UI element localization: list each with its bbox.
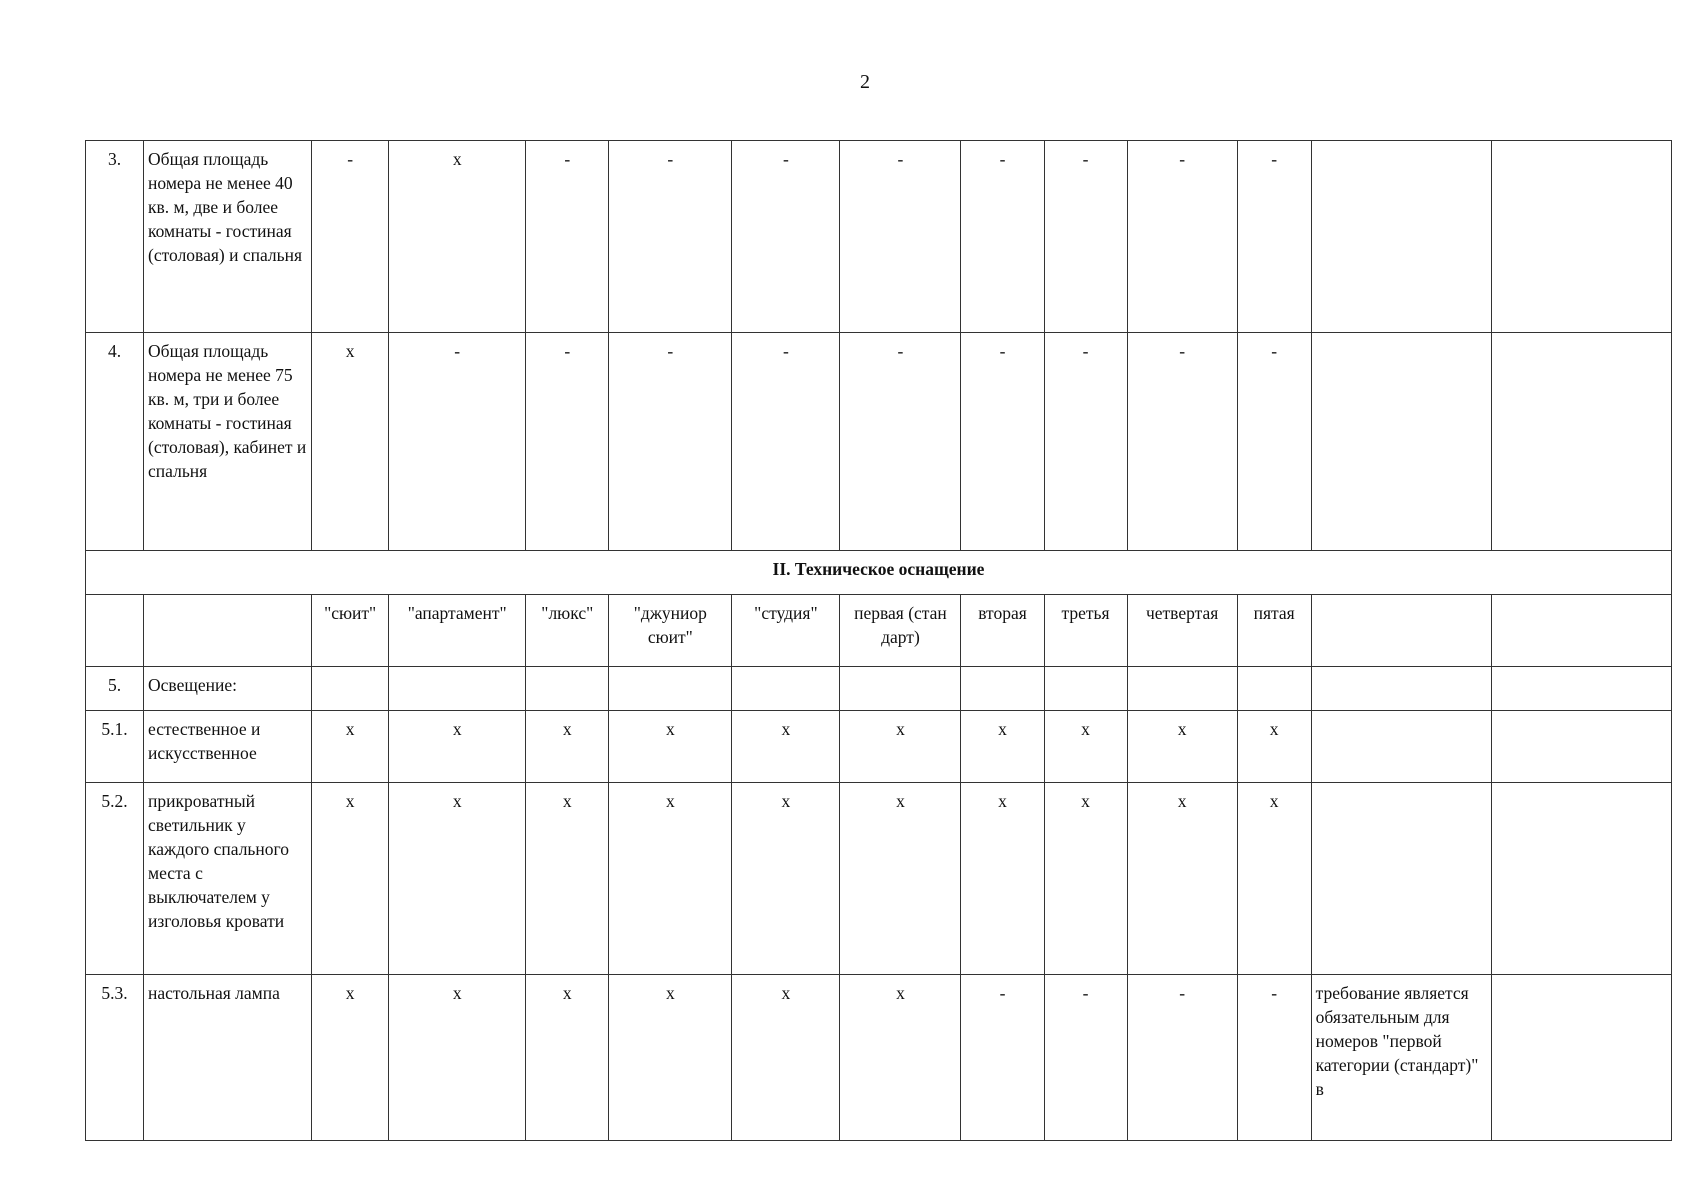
mark-cell: - — [840, 141, 961, 333]
row-number: 5.3. — [86, 975, 144, 1141]
mark-cell: - — [732, 141, 840, 333]
mark-cell: х — [526, 783, 609, 975]
mark-cell: х — [312, 783, 389, 975]
mark-cell: х — [1237, 783, 1311, 975]
mark-cell: х — [961, 711, 1044, 783]
mark-cell: - — [1044, 141, 1127, 333]
mark-cell: х — [1127, 783, 1237, 975]
mark-cell: х — [961, 783, 1044, 975]
mark-cell: х — [526, 711, 609, 783]
mark-cell: х — [840, 711, 961, 783]
category-header: "джуниор сюит" — [609, 595, 732, 667]
mark-cell: - — [312, 141, 389, 333]
row-description: естественное и искусственное — [144, 711, 312, 783]
table-row — [86, 141, 1672, 333]
mark-cell: - — [1044, 333, 1127, 551]
header-empty-cell — [86, 595, 144, 667]
category-header: "сюит" — [312, 595, 389, 667]
table-row — [86, 333, 1672, 551]
mark-cell: х — [1044, 783, 1127, 975]
row-description: Общая площадь номера не менее 40 кв. м, две и более комнаты - гостиная (столовая) и спальня — [144, 141, 312, 333]
note-cell — [1311, 141, 1491, 333]
note-cell — [1311, 333, 1491, 551]
section-row — [86, 551, 1672, 595]
mark-cell: х — [312, 975, 389, 1141]
mark-cell: - — [389, 333, 526, 551]
page-number: 2 — [860, 71, 870, 93]
row-number: 5.2. — [86, 783, 144, 975]
mark-cell: х — [1237, 711, 1311, 783]
mark-cell: х — [732, 711, 840, 783]
row-description: настольная лампа — [144, 975, 312, 1141]
mark-cell: - — [1237, 975, 1311, 1141]
mark-cell: - — [1127, 141, 1237, 333]
row-number: 5. — [86, 667, 144, 711]
requirements-table — [85, 140, 1672, 1141]
extra-cell — [1491, 711, 1671, 783]
mark-cell: - — [961, 333, 1044, 551]
row-description: Общая площадь номера не менее 75 кв. м, три и более комнаты - гостиная (столовая), кабинет и спальня — [144, 333, 312, 551]
row-description: прикроватный светильник у каждого спального места с выключателем у изголовья кровати — [144, 783, 312, 975]
category-header: вторая — [961, 595, 1044, 667]
row-number: 4. — [86, 333, 144, 551]
mark-cell: - — [1127, 333, 1237, 551]
table-row — [86, 667, 1672, 711]
header-empty-cell — [1311, 595, 1491, 667]
category-header: третья — [1044, 595, 1127, 667]
category-header: четвертая — [1127, 595, 1237, 667]
mark-cell: х — [389, 711, 526, 783]
mark-cell: х — [389, 975, 526, 1141]
category-header-row — [86, 595, 1672, 667]
note-cell — [1311, 711, 1491, 783]
mark-cell: - — [609, 141, 732, 333]
note-cell: требование является обязательным для номеров "первой категории (стандарт)" в — [1311, 975, 1491, 1141]
extra-cell — [1491, 141, 1671, 333]
mark-cell: х — [312, 711, 389, 783]
category-header: "апартамент" — [389, 595, 526, 667]
mark-cell: х — [1127, 711, 1237, 783]
category-header: "студия" — [732, 595, 840, 667]
mark-cell: х — [526, 975, 609, 1141]
mark-cell: х — [732, 783, 840, 975]
mark-cell: - — [1127, 975, 1237, 1141]
mark-cell: - — [1237, 333, 1311, 551]
mark-cell: х — [840, 783, 961, 975]
row-number: 3. — [86, 141, 144, 333]
mark-cell: х — [312, 333, 389, 551]
extra-cell — [1491, 333, 1671, 551]
category-header: первая (стан дарт) — [840, 595, 961, 667]
mark-cell: х — [389, 783, 526, 975]
mark-cell: х — [609, 975, 732, 1141]
mark-cell: - — [1237, 141, 1311, 333]
row-description: Освещение: — [144, 667, 312, 711]
extra-cell — [1491, 975, 1671, 1141]
mark-cell: х — [609, 711, 732, 783]
section-title: II. Техническое оснащение — [86, 551, 1672, 595]
mark-cell: х — [609, 783, 732, 975]
header-empty-cell — [144, 595, 312, 667]
mark-cell: х — [389, 141, 526, 333]
mark-cell: х — [1044, 711, 1127, 783]
table-row — [86, 783, 1672, 975]
mark-cell: х — [840, 975, 961, 1141]
note-cell — [1311, 783, 1491, 975]
mark-cell: - — [961, 975, 1044, 1141]
mark-cell: - — [1044, 975, 1127, 1141]
header-empty-cell — [1491, 595, 1671, 667]
extra-cell — [1491, 783, 1671, 975]
mark-cell: - — [526, 141, 609, 333]
table-row — [86, 711, 1672, 783]
table-row — [86, 975, 1672, 1141]
category-header: "люкс" — [526, 595, 609, 667]
category-header: пятая — [1237, 595, 1311, 667]
mark-cell: - — [526, 333, 609, 551]
mark-cell: - — [961, 141, 1044, 333]
mark-cell: - — [840, 333, 961, 551]
row-number: 5.1. — [86, 711, 144, 783]
mark-cell: х — [732, 975, 840, 1141]
mark-cell: - — [609, 333, 732, 551]
mark-cell: - — [732, 333, 840, 551]
